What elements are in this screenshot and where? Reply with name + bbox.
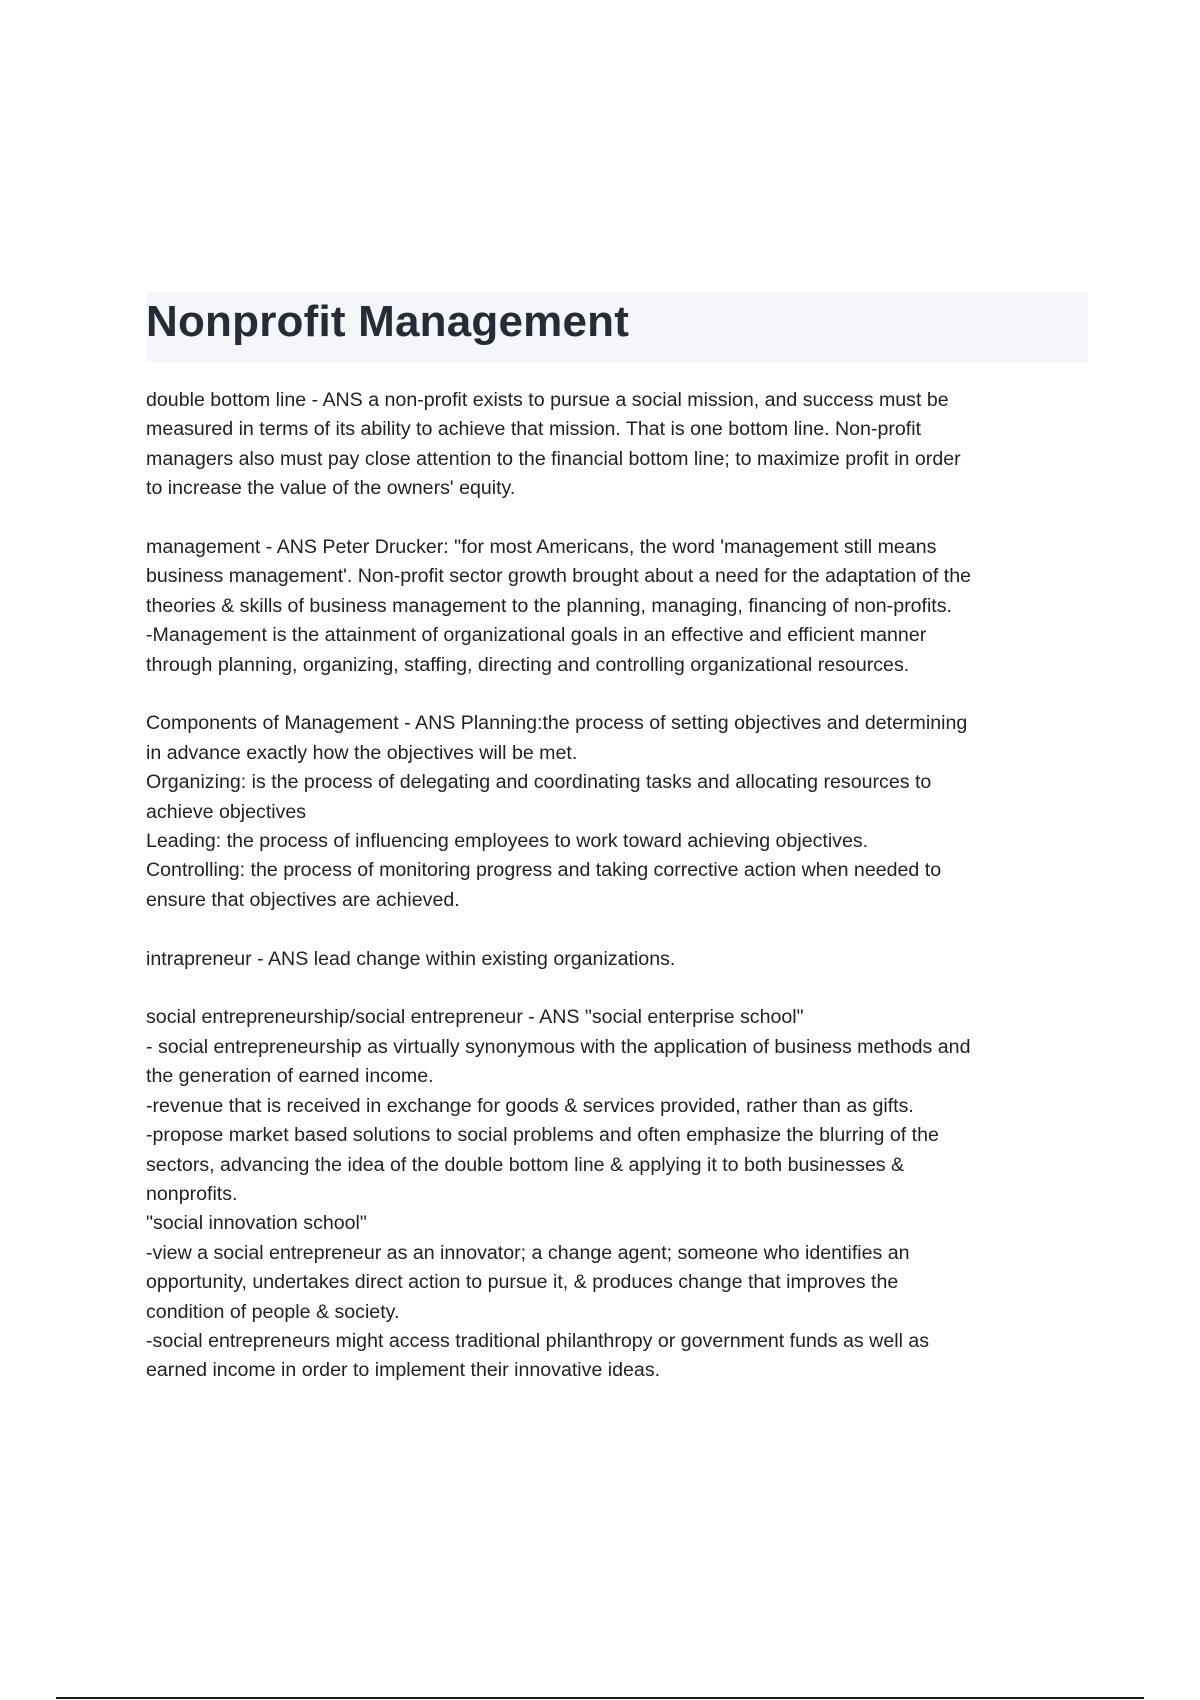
- text-line: measured in terms of its ability to achieve that mission. That is one bottom line. Non-profit: [146, 418, 922, 441]
- text-line: -social entrepreneurs might access traditional philanthropy or government funds as well as: [146, 1329, 930, 1352]
- text-line: intrapreneur - ANS lead change within existing organizations.: [146, 947, 676, 970]
- text-line: -Management is the attainment of organizational goals in an effective and efficient manner: [146, 624, 927, 647]
- entry-social-entrepreneurship: [146, 1003, 1091, 1385]
- text-line: Components of Management - ANS Planning:the process of setting objectives and determining: [146, 712, 968, 735]
- text-line: sectors, advancing the idea of the double bottom line & applying it to both businesses &: [146, 1153, 905, 1176]
- entry-intrapreneur: [146, 945, 1091, 974]
- text-line: the generation of earned income.: [146, 1065, 434, 1088]
- entry-components-of-management: [146, 709, 1091, 915]
- text-line: opportunity, undertakes direct action to pursue it, & produces change that improves the: [146, 1271, 899, 1294]
- text-line: Controlling: the process of monitoring progress and taking corrective action when needed to: [146, 859, 942, 882]
- text-line: Organizing: is the process of delegating and coordinating tasks and allocating resources to: [146, 771, 932, 794]
- text-line: -view a social entrepreneur as an innovator; a change agent; someone who identifies an: [146, 1241, 910, 1264]
- text-line: earned income in order to implement their innovative ideas.: [146, 1359, 661, 1382]
- text-line: "social innovation school": [146, 1212, 367, 1235]
- text-line: ensure that objectives are achieved.: [146, 888, 460, 911]
- entry-management: [146, 533, 1091, 680]
- page-title: Nonprofit Management: [146, 297, 630, 346]
- entry-double-bottom-line: [146, 386, 1091, 504]
- text-line: management - ANS Peter Drucker: "for most Americans, the word 'management still means: [146, 536, 937, 559]
- text-line: theories & skills of business management to the planning, managing, financing of non-profits.: [146, 594, 952, 617]
- text-line: Leading: the process of influencing employees to work toward achieving objectives.: [146, 830, 869, 853]
- text-line: -revenue that is received in exchange for goods & services provided, rather than as gifts.: [146, 1094, 914, 1117]
- text-line: nonprofits.: [146, 1182, 238, 1205]
- text-line: to increase the value of the owners' equity.: [146, 477, 516, 500]
- document-body: [146, 386, 1091, 1415]
- text-line: business management'. Non-profit sector growth brought about a need for the adaptation of the: [146, 565, 972, 588]
- text-line: managers also must pay close attention to the financial bottom line; to maximize profit in order: [146, 447, 961, 470]
- text-line: condition of people & society.: [146, 1300, 400, 1323]
- text-line: through planning, organizing, staffing, directing and controlling organizational resources.: [146, 653, 910, 676]
- text-line: -propose market based solutions to social problems and often emphasize the blurring of the: [146, 1124, 939, 1147]
- footer-divider: [56, 1697, 1144, 1699]
- text-line: double bottom line - ANS a non-profit exists to pursue a social mission, and success must be: [146, 389, 949, 411]
- text-line: - social entrepreneurship as virtually synonymous with the application of business methods and: [146, 1035, 971, 1058]
- text-line: in advance exactly how the objectives will be met.: [146, 741, 578, 764]
- text-line: achieve objectives: [146, 800, 307, 823]
- text-line: social entrepreneurship/social entrepreneur - ANS "social enterprise school": [146, 1006, 804, 1029]
